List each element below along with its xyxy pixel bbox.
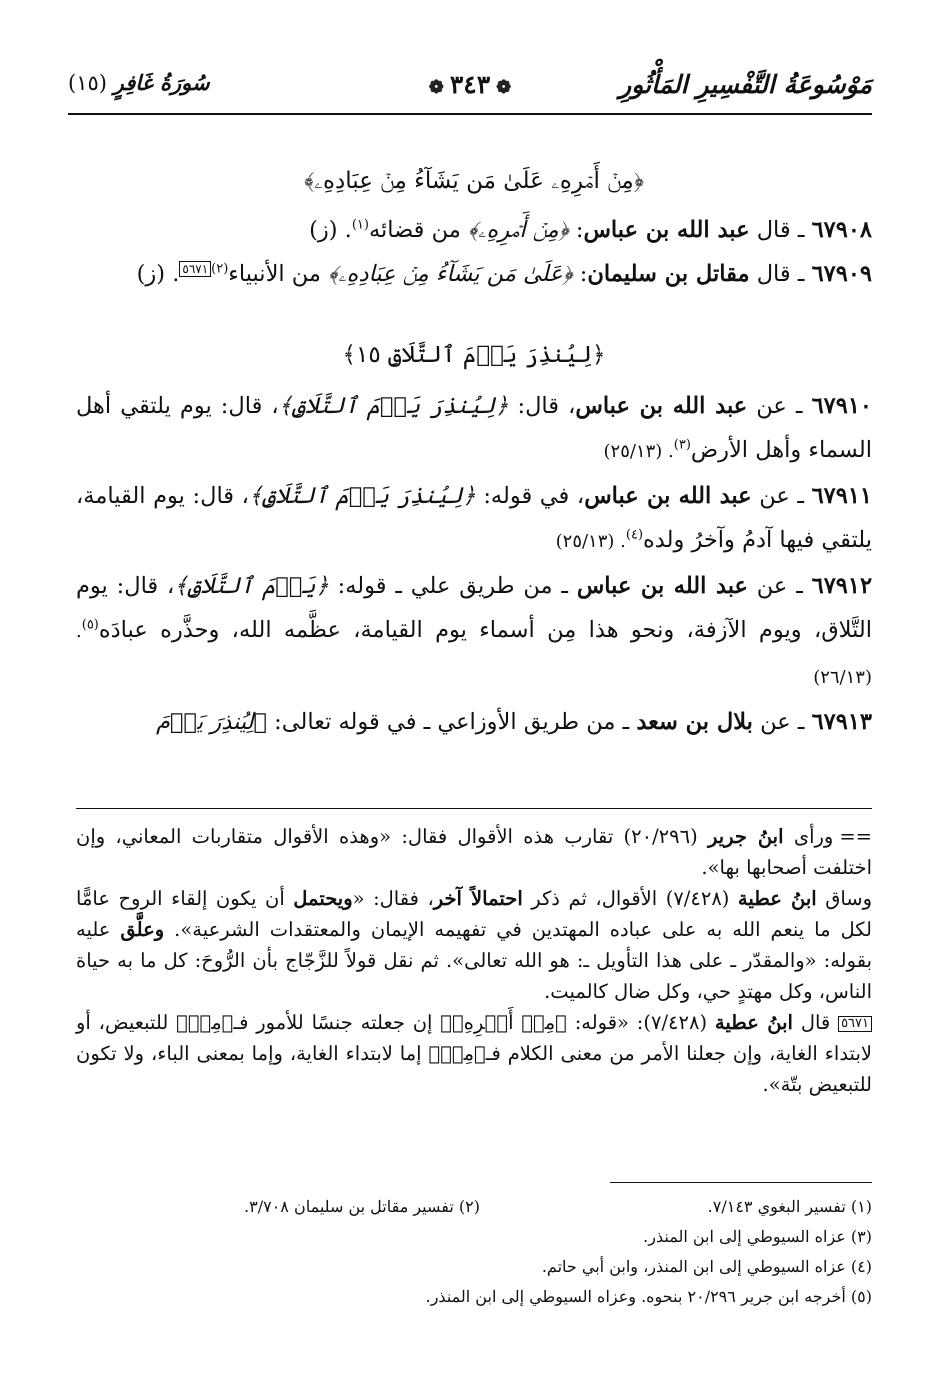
source-reference: . (٢٦/١٣) xyxy=(76,621,872,688)
entry-text: من قضائه xyxy=(368,217,461,243)
main-content xyxy=(76,168,872,744)
entry-intro: عن xyxy=(760,709,791,735)
note-emphasis: ويحتمل xyxy=(293,887,353,910)
narrator-name: مقاتل بن سليمان xyxy=(587,261,750,287)
entry-tail: . (ز) xyxy=(309,217,352,243)
entry-intro: عن xyxy=(756,573,788,599)
entry-dash: ـ xyxy=(796,573,803,599)
narrator-name: عبد الله بن عباس xyxy=(575,393,748,419)
ornament-icon: ❁ xyxy=(496,77,512,98)
note-emphasis: وعلَّق xyxy=(120,918,165,941)
page-header xyxy=(68,70,872,106)
surah-name: سُورَةُ غَافِرٍ xyxy=(113,70,210,95)
notes-divider xyxy=(76,808,872,809)
page-number: ٣٤٣ xyxy=(449,70,491,99)
entry-number: ٦٧٩١٣ xyxy=(811,709,872,735)
entry-dash: ـ xyxy=(797,261,805,287)
entry-colon: : xyxy=(579,261,588,287)
footnote-marker: (٢) xyxy=(211,261,229,277)
entry-dash: ـ xyxy=(797,483,804,509)
entry-number: ٦٧٩١١ xyxy=(811,483,873,509)
cross-reference-box: ٥٦٧١ xyxy=(838,1016,872,1032)
entry-tail: . (ز) xyxy=(136,261,180,287)
note-paragraph xyxy=(76,1007,872,1100)
footnote: (١) تفسير البغوي ٧/١٤٣. xyxy=(707,1197,872,1216)
footnote: (٢) تفسير مقاتل بن سليمان ٣/٧٠٨. xyxy=(244,1197,480,1216)
scholar-name: ابنُ جرير xyxy=(707,825,784,848)
entry-mid: ـ من طريق علي ـ قوله: xyxy=(337,573,568,599)
entry-dash: ـ xyxy=(795,393,803,419)
header-divider xyxy=(68,113,872,115)
entry-dash: ـ xyxy=(797,217,805,243)
entry-text: ، قال: يوم يلتقي أهل السماء وأهل الأرض xyxy=(76,393,872,463)
note-paragraph xyxy=(76,883,872,1007)
cross-reference-box: ٥٦٧١ xyxy=(179,261,211,277)
footnote-marker: (٣) xyxy=(673,437,691,453)
scholar-notes xyxy=(76,821,872,1100)
footnote: (٣) عزاه السيوطي إلى ابن المنذر. xyxy=(643,1227,872,1246)
footnote: (٥) أخرجه ابن جرير ٢٠/٢٩٦ بنحوه. وعزاه السيوطي إلى ابن المنذر. xyxy=(425,1287,872,1306)
footnote-marker: (٥) xyxy=(81,617,99,633)
note-text: (٢٠/٢٩٦) تقارب هذه الأقوال فقال: «وهذه الأقوال متقاربات المعاني، وإن اختلفت أصحابها بها». xyxy=(76,825,872,879)
source-reference: . (٢٥/١٣) xyxy=(555,531,626,552)
continuation-mark: == xyxy=(839,825,873,848)
note-text: قال xyxy=(800,1011,831,1034)
narrator-name: بلال بن سعد xyxy=(636,709,753,735)
entry-text: من الأنبياء xyxy=(228,261,321,287)
footnote-marker: (١) xyxy=(351,217,369,233)
note-text: ، فقال: « xyxy=(352,887,434,910)
footnotes-divider xyxy=(610,1182,872,1183)
scholar-name: ابنُ عطية xyxy=(714,1011,793,1034)
narrator-name: عبد الله بن عباس xyxy=(583,217,750,243)
note-text: أن يكون إلقاء الروح عامًّا لكل ما ينعم الله به على عباده المهتدين في تفهيمه الإيمان والمعتقدات الشرعية». xyxy=(76,887,872,941)
footnote: (٤) عزاه السيوطي إلى ابن المنذر، وابن أبي حاتم. xyxy=(541,1257,872,1276)
entry-mid: ، قال: xyxy=(517,393,576,419)
note-text: (٧/٤٢٨): «قوله: ﴿مِنۡ أَمۡرِهِۦ﴾ إن جعلته جنسًا للأمور فـ﴿مِنۡ﴾ للتبعيض، أو لابتداء الغاية، وإن جعلنا الأمر من معنى الكلام فـ﴿مِنۡ﴾ إما لابتداء الغاية، وإما بمعنى الباء، ولا تكون للتبعيض بتّة». xyxy=(76,1011,872,1096)
entry-intro: قال xyxy=(756,261,791,287)
entry-number: ٦٧٩٠٩ xyxy=(811,261,872,287)
footnote-marker: (٤) xyxy=(625,527,644,543)
quran-quote: ﴿لِيُنذِرَ يَوۡمَ ٱلتَّلَاقِ﴾ xyxy=(248,483,476,509)
entry-colon: : xyxy=(575,217,584,243)
footnote-row xyxy=(68,1192,872,1222)
entry-intro: عن xyxy=(759,483,790,509)
narration-entry xyxy=(76,564,872,700)
narrator-name: عبد الله بن عباس xyxy=(576,573,748,599)
quran-quote: ﴿لِيُنذِرَ يَوۡمَ ٱلتَّلَاقِ﴾ xyxy=(278,393,509,419)
quran-quote: ﴿مِنۡ أَمۡرِهِۦ﴾ xyxy=(467,217,569,243)
note-text: ورأى xyxy=(793,825,834,848)
narration-entry xyxy=(76,252,872,296)
quran-quote: ﴿يَوۡمَ ٱلتَّلَاقِ﴾ xyxy=(174,573,329,599)
entry-mid: ، في قوله: xyxy=(483,483,585,509)
entry-number: ٦٧٩١٠ xyxy=(811,393,873,419)
ornament-icon: ❁ xyxy=(428,77,444,98)
quran-quote: ﴿لِيُنذِرَ يَوۡمَ xyxy=(156,709,268,735)
narration-entry xyxy=(76,208,872,252)
footnotes xyxy=(68,1192,872,1312)
narration-entry xyxy=(76,384,872,474)
entry-intro: عن xyxy=(756,393,787,419)
note-emphasis: احتمالاً آخر xyxy=(433,887,523,910)
surah-verse: (١٥) xyxy=(68,71,107,95)
quran-quote: ﴿عَلَىٰ مَن يَشَآءُ مِنۡ عِبَادِهِۦ﴾ xyxy=(328,261,573,287)
verse-heading: ﴿مِنۡ أَمۡرِهِۦ عَلَىٰ مَن يَشَآءُ مِنۡ عِبَادِهِۦ﴾ xyxy=(304,168,644,194)
narration-entry xyxy=(76,474,872,564)
note-paragraph xyxy=(76,821,872,883)
scholar-name: ابنُ عطية xyxy=(737,887,817,910)
note-text: وساق xyxy=(825,887,873,910)
note-text: (٧/٤٢٨) الأقوال، ثم ذكر xyxy=(531,887,730,910)
entry-text: ، قال: يوم التَّلاق، ويوم الآزفة، ونحو هذا مِن أسماء يوم القيامة، عظَّمه الله، وحذَّره عبادَه xyxy=(76,573,872,643)
entry-mid: ـ من طريق الأوزاعي ـ في قوله تعالى: xyxy=(274,709,630,735)
entry-number: ٦٧٩٠٨ xyxy=(811,217,872,243)
source-reference: . (٢٥/١٣) xyxy=(603,441,674,462)
surah-label xyxy=(68,70,210,95)
narrator-name: عبد الله بن عباس xyxy=(584,483,752,509)
entry-number: ٦٧٩١٢ xyxy=(811,573,873,599)
narration-entry xyxy=(76,700,872,744)
verse-heading: ﴿لِيُنذِرَ يَوۡمَ ٱلتَّلَاقِ ١٥﴾ xyxy=(342,342,606,368)
book-title: مَوْسُوعَةُ التَّفْسِيرِ المَأْثُورِ xyxy=(619,70,872,99)
entry-dash: ـ xyxy=(797,709,805,735)
entry-intro: قال xyxy=(756,217,791,243)
note-text: عليه بقوله: «والمقدّر ـ على هذا التأويل ـ: هو الله تعالى». ثم نقل قولاً للزَّجّاج بأن الرُّوحَ: كل ما به حياة الناس، وكل مهتدٍ حي، وكل ضال كالميت. xyxy=(76,918,872,1003)
entry-text: ، قال: يوم القيامة، يلتقي فيها آدمُ وآخرُ ولده xyxy=(76,483,872,553)
